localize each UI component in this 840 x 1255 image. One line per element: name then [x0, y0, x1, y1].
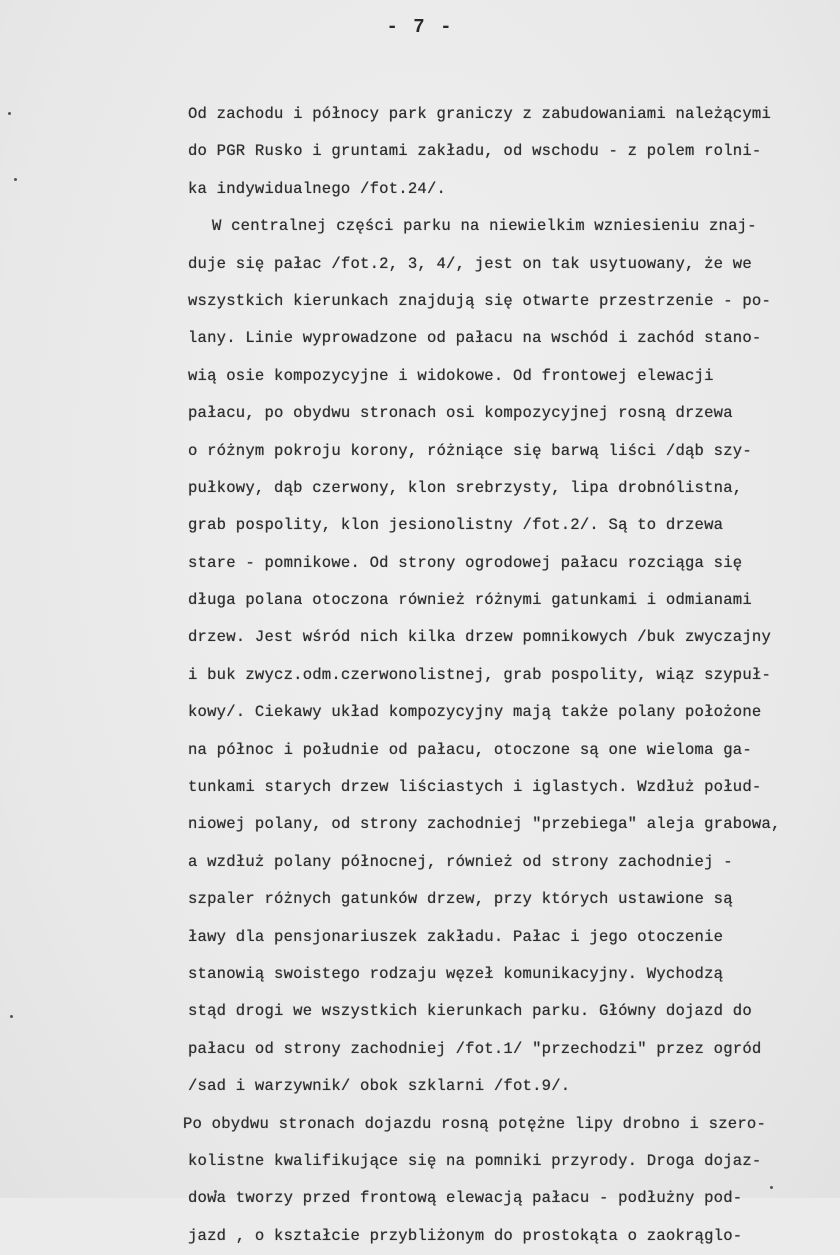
text-line: Po obydwu stronach dojazdu rosną potężne lipy drobno i szero-: [183, 1114, 767, 1133]
text-line: /sad i warzywnik/ obok szklarni /fot.9/.: [188, 1077, 571, 1096]
text-line: wią osie kompozycyjne i widokowe. Od frontowej elewacji: [188, 366, 714, 385]
margin-mark: [14, 178, 17, 181]
text-line: jazd , o kształcie przybliżonym do prostokąta o zaokrąglo-: [188, 1226, 743, 1245]
document-body: [183, 96, 838, 1255]
text-line: o różnym pokroju korony, różniące się barwą liści /dąb szy-: [188, 441, 752, 460]
text-line: wszystkich kierunkach znajdują się otwarte przestrzenie - po-: [188, 291, 772, 310]
text-line: niowej polany, od strony zachodniej "przebiega" aleja grabowa,: [188, 815, 781, 834]
page-number: - 7 -: [386, 16, 454, 38]
text-line: W centralnej części parku na niewielkim wzniesieniu znaj-: [212, 217, 757, 236]
text-line: stare - pomnikowe. Od strony ogrodowej pałacu rozciąga się: [188, 553, 743, 572]
text-line: szpaler różnych gatunków drzew, przy których ustawione są: [188, 890, 733, 909]
text-line: Od zachodu i północy park graniczy z zabudowaniami należącymi: [188, 105, 772, 123]
text-line: tunkami starych drzew liściastych i iglastych. Wzdłuż połud-: [188, 778, 762, 797]
margin-mark: [10, 1015, 13, 1018]
text-line: kowy/. Ciekawy układ kompozycyjny mają także polany położone: [188, 703, 762, 722]
text-line: lany. Linie wyprowadzone od pałacu na wschód i zachód stano-: [188, 329, 762, 348]
text-line: pałacu, po obydwu stronach osi kompozycyjnej rosną drzewa: [188, 404, 733, 423]
text-line: do PGR Rusko i gruntami zakładu, od wschodu - z polem rolni-: [188, 142, 762, 161]
text-line: długa polana otoczona również różnymi gatunkami i odmianami: [188, 591, 752, 610]
text-line: i buk zwycz.odm.czerwonolistnej, grab pospolity, wiąz szypuł-: [188, 665, 772, 684]
text-line: grab pospolity, klon jesionolistny /fot.2/. Są to drzewa: [188, 516, 724, 535]
text-line: pułkowy, dąb czerwony, klon srebrzysty, lipa drobnólistna,: [188, 478, 743, 497]
margin-mark: [8, 112, 11, 115]
text-line: duje się pałac /fot.2, 3, 4/, jest on tak usytuowany, że we: [188, 254, 752, 273]
text-line: na północ i południe od pałacu, otoczone są one wieloma ga-: [188, 740, 752, 759]
text-line: ka indywidualnego /fot.24/.: [188, 179, 447, 198]
text-line: kolistne kwalifikujące się na pomniki przyrody. Droga dojaz-: [188, 1151, 762, 1170]
text-line: dowa tworzy przed frontową elewacją pałacu - podłużny pod-: [188, 1189, 743, 1208]
text-line: a wzdłuż polany północnej, również od strony zachodniej -: [188, 852, 733, 871]
text-line: drzew. Jest wśród nich kilka drzew pomnikowych /buk zwyczajny: [188, 628, 772, 647]
text-line: pałacu od strony zachodniej /fot.1/ "przechodzi" przez ogród: [188, 1039, 762, 1058]
text-line: stanowią swoistego rodzaju węzeł komunikacyjny. Wychodzą: [188, 964, 724, 983]
text-line: ławy dla pensjonariuszek zakładu. Pałac i jego otoczenie: [188, 927, 724, 946]
text-line: stąd drogi we wszystkich kierunkach parku. Główny dojazd do: [188, 1002, 752, 1021]
